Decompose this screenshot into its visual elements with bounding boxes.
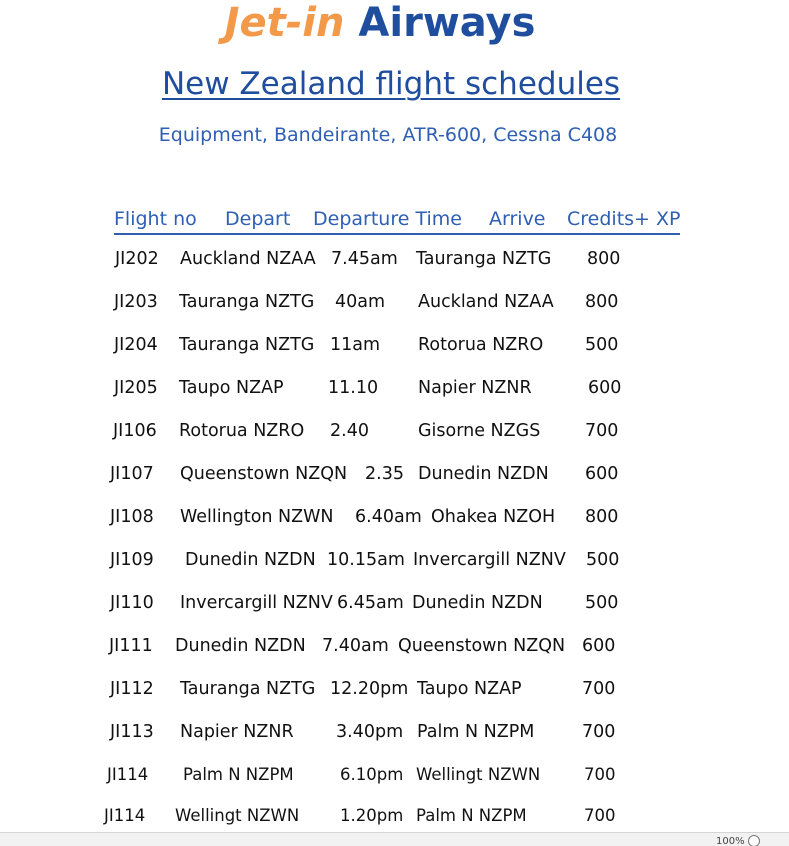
arrive: Dunedin NZDN xyxy=(412,593,543,613)
flight-no: JI112 xyxy=(110,679,154,699)
flight-no: JI107 xyxy=(110,464,154,484)
header-credits-xp: Credits+ XP xyxy=(567,208,681,230)
depart: Rotorua NZRO xyxy=(179,421,305,441)
airline-brand-title xyxy=(0,0,760,46)
table-row xyxy=(0,588,789,618)
arrive: Invercargill NZNV xyxy=(413,550,566,570)
departure-time: 11.10 xyxy=(328,378,379,398)
table-row xyxy=(0,416,789,446)
flight-no: JI114 xyxy=(107,765,149,784)
header-flight-no: Flight no xyxy=(114,208,197,230)
flight-no: JI204 xyxy=(114,335,158,355)
depart: Dunedin NZDN xyxy=(185,550,316,570)
credits-xp: 600 xyxy=(588,378,622,398)
depart: Auckland NZAA xyxy=(180,249,316,269)
flight-no: JI110 xyxy=(110,593,154,613)
arrive: Gisorne NZGS xyxy=(418,421,541,441)
departure-time: 3.40pm xyxy=(336,722,404,742)
flight-no: JI114 xyxy=(104,806,146,825)
depart: Wellingt NZWN xyxy=(175,806,300,825)
depart: Dunedin NZDN xyxy=(175,636,306,656)
flight-no: JI111 xyxy=(109,636,153,656)
departure-time: 6.40am xyxy=(355,507,422,527)
flight-no: JI113 xyxy=(110,722,154,742)
table-row xyxy=(0,373,789,403)
arrive: Palm N NZPM xyxy=(417,722,535,742)
credits-xp: 700 xyxy=(582,722,616,742)
credits-xp: 500 xyxy=(586,550,620,570)
credits-xp: 600 xyxy=(582,636,616,656)
header-departure-time: Departure Time xyxy=(313,208,462,230)
credits-xp: 800 xyxy=(585,507,619,527)
credits-xp: 500 xyxy=(585,593,619,613)
arrive: Palm N NZPM xyxy=(416,806,527,825)
table-row xyxy=(0,244,789,274)
flight-no: JI109 xyxy=(110,550,154,570)
flight-no: JI106 xyxy=(113,421,157,441)
credits-xp: 500 xyxy=(585,335,619,355)
table-row xyxy=(0,459,789,489)
table-row xyxy=(0,502,789,532)
table-row xyxy=(0,287,789,317)
arrive: Napier NZNR xyxy=(418,378,532,398)
credits-xp: 700 xyxy=(585,421,619,441)
arrive: Tauranga NZTG xyxy=(416,249,552,269)
table-row xyxy=(0,545,789,575)
depart: Tauranga NZTG xyxy=(179,335,315,355)
credits-xp: 800 xyxy=(585,292,619,312)
departure-time: 6.45am xyxy=(337,593,404,613)
departure-time: 10.15am xyxy=(327,550,405,570)
arrive: Auckland NZAA xyxy=(418,292,554,312)
flight-no: JI203 xyxy=(114,292,158,312)
depart: Tauranga NZTG xyxy=(179,292,315,312)
table-row xyxy=(0,330,789,360)
arrive: Ohakea NZOH xyxy=(431,507,556,527)
departure-time: 40am xyxy=(335,292,386,312)
departure-time: 12.20pm xyxy=(330,679,409,699)
status-bar xyxy=(0,832,789,846)
credits-xp: 700 xyxy=(582,679,616,699)
departure-time: 2.35 xyxy=(365,464,404,484)
departure-time: 7.45am xyxy=(331,249,398,269)
credits-xp: 800 xyxy=(587,249,621,269)
flight-no: JI202 xyxy=(115,249,159,269)
departure-time: 11am xyxy=(330,335,381,355)
credits-xp: 700 xyxy=(584,806,616,825)
header-depart: Depart xyxy=(225,208,291,230)
equipment-line: Equipment, Bandeirante, ATR-600, Cessna C408 xyxy=(158,124,618,146)
depart: Taupo NZAP xyxy=(179,378,284,398)
table-row xyxy=(0,760,789,790)
zoom-level[interactable]: 100% xyxy=(716,836,745,846)
arrive: Queenstown NZQN xyxy=(398,636,566,656)
credits-xp: 600 xyxy=(585,464,619,484)
departure-time: 1.20pm xyxy=(340,806,404,825)
header-arrive: Arrive xyxy=(489,208,546,230)
credits-xp: 700 xyxy=(584,765,616,784)
brand-jet-in: Jet-in xyxy=(224,0,345,46)
depart: Napier NZNR xyxy=(180,722,294,742)
flight-no: JI108 xyxy=(110,507,154,527)
arrive: Rotorua NZRO xyxy=(418,335,544,355)
brand-airways: Airways xyxy=(358,0,536,46)
zoom-circle-icon[interactable] xyxy=(748,835,760,846)
arrive: Wellingt NZWN xyxy=(416,765,541,784)
table-row xyxy=(0,631,789,661)
depart: Wellington NZWN xyxy=(180,507,334,527)
departure-time: 6.10pm xyxy=(340,765,404,784)
depart: Tauranga NZTG xyxy=(180,679,316,699)
table-row xyxy=(0,801,789,831)
depart: Queenstown NZQN xyxy=(180,464,348,484)
departure-time: 2.40 xyxy=(330,421,369,441)
arrive: Taupo NZAP xyxy=(417,679,522,699)
schedule-header-row xyxy=(114,205,680,235)
arrive: Dunedin NZDN xyxy=(418,464,549,484)
depart: Palm N NZPM xyxy=(183,765,294,784)
table-row xyxy=(0,674,789,704)
table-row xyxy=(0,717,789,747)
schedule-subtitle: New Zealand flight schedules xyxy=(161,66,621,102)
flight-no: JI205 xyxy=(114,378,158,398)
depart: Invercargill NZNV xyxy=(180,593,333,613)
departure-time: 7.40am xyxy=(322,636,389,656)
